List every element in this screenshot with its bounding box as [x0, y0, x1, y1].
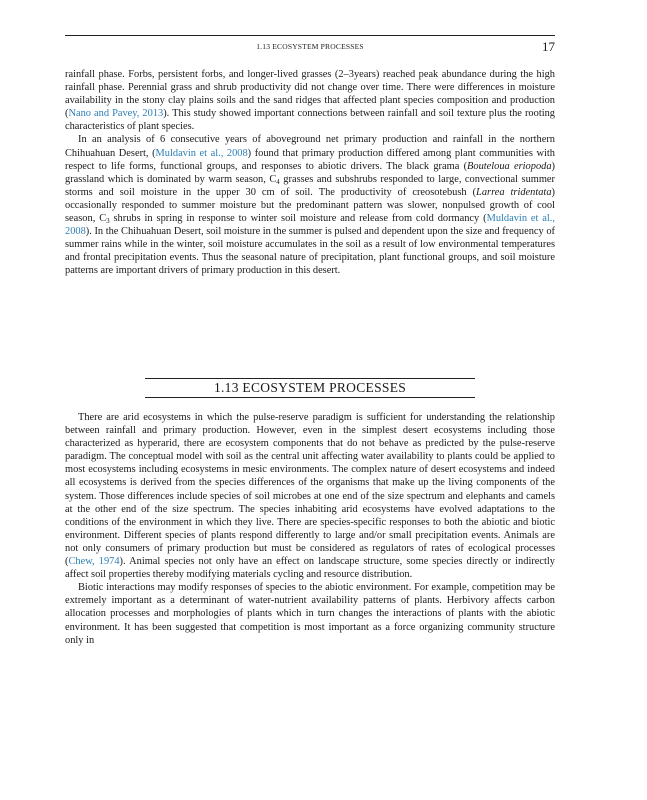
paragraph-continued: [65, 68, 555, 133]
paragraph-text: In an analysis of 6 consecutive years of aboveground net primary production and rainfall in the northern Chihuahuan Desert, (: [65, 134, 555, 159]
running-title: 1.13 ECOSYSTEM PROCESSES: [256, 42, 364, 51]
paragraph-text: ) occasionally responded to summer moisture but the predominant pattern was slower, nonpulsed growth of cool season, C: [65, 186, 555, 225]
paragraph-chihuahuan: [65, 133, 555, 277]
paragraph-text: rainfall phase. Forbs, persistent forbs, and longer-lived grasses (2–3years) reached peak abundance during the high rainfall phase. Perennial grass and shrub productivity did not change over time. There were differences in moisture availability in the stony clay plains soils and the sand ridges that affected plant species composition and production (: [65, 69, 555, 120]
section-rule-bottom: [145, 397, 475, 398]
paragraph-text: ). Animal species not only have an effect on landscape structure, some species directly or indirectly affect soil properties thereby modifying materials cycling and resource distribution.: [65, 556, 555, 581]
paragraph-text: grasses and subshrubs responded to large, convectional summer storms and soil moisture in the upper 30 cm of soil. The productivity of creosotebush (: [65, 173, 555, 198]
page-number: 17: [542, 39, 555, 54]
paragraph-text: ). This study showed important connections between rainfall and soil texture plus the rooting characteristics of plant species.: [65, 108, 555, 133]
citation-link[interactable]: Nano and Pavey, 2013: [68, 108, 164, 120]
paragraph-biotic-interactions: [65, 581, 555, 646]
paragraph-text: ) found that primary production differed among plant communities with respect to life forms, functional groups, and responses to abiotic drivers. The black grama (: [65, 147, 555, 172]
subscript: 4: [276, 177, 280, 186]
section-rule-top: [145, 378, 475, 379]
paragraph-text: ) grassland which is dominated by warm season, C: [65, 160, 555, 185]
running-head: [65, 39, 555, 57]
citation-link[interactable]: Muldavin et al., 2008: [155, 147, 248, 159]
species-name: Bouteloua eriopoda: [467, 160, 552, 172]
section-heading: 1.13 ECOSYSTEM PROCESSES: [213, 380, 407, 395]
paragraph-text: ). In the Chihuahuan Desert, soil moisture in the summer is pulsed and dependent upon the size and frequency of summer rains while in the winter, soil moisture accumulates in the soil as a result of low environmental temperatures and frontal precipitation events. Thus the seasonal nature of precipitation, plant functional groups, and soil moisture patterns are important drivers of primary production in this desert.: [65, 226, 555, 277]
citation-link[interactable]: Muldavin et al., 2008: [65, 213, 555, 238]
paragraph-text: There are arid ecosystems in which the pulse-reserve paradigm is sufficient for understanding the relationship between rainfall and primary production. However, even in the simplest desert ecosystems including those characterized as hyperarid, there are ecosystem components that do not behave as predicted by the pulse-reserve paradigm. The conceptual model with soil as the central unit affecting water availability to plants could be applied to most ecosystems including ecosystems in mesic environments. The complex nature of desert ecosystems and indeed all ecosystems is derived from the species differences of the organisms that make up the living components of the system. Those differences include species of soil microbes at one end of the size spectrum and elephants and camels at the other end of the size spectrum. The species inhabiting arid ecosystems have evolved adaptations to the conditions of the environment in which they live. There are species-specific responses to both the abiotic and biotic environment. Different species of plants respond differently to large and/or small precipitation events. Animals are not only consumers of primary production but must be considered as regulators of rates of ecological processes (: [65, 412, 555, 568]
paragraph-arid-ecosystems: [65, 411, 555, 581]
subscript: 3: [106, 217, 110, 226]
paragraph-text: shrubs in spring in response to winter soil moisture and release from cold dormancy (: [109, 213, 487, 225]
citation-link[interactable]: Chew, 1974: [68, 556, 120, 568]
body-text-section: [65, 411, 555, 647]
paragraph-text: Biotic interactions may modify responses of species to the abiotic environment. For example, competition may be extremely important as a determinant of water-nutrient availability patterns of plants. Herbivory affects carbon allocation processes and morphologies of plants which in turn changes the interactions of plants with the abiotic environment. It has been suggested that competition is most important as a force organizing community structure only in: [65, 582, 555, 646]
species-name: Larrea tridentata: [476, 186, 552, 198]
header-rule: [65, 35, 555, 36]
body-text-top: [65, 68, 555, 278]
